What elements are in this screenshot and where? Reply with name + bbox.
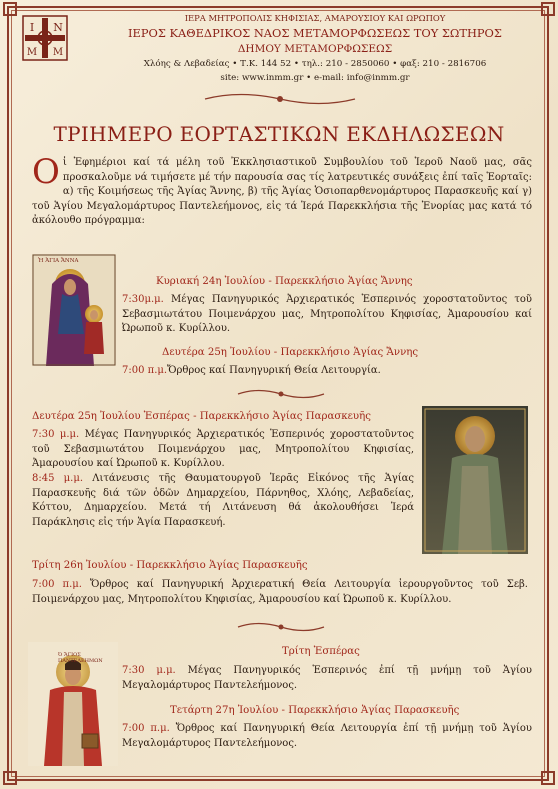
corner-ornament — [3, 2, 17, 16]
event-time: 7:30μ.μ. — [122, 294, 164, 305]
divider-ornament — [236, 620, 326, 634]
saint-paraskevi-icon — [422, 406, 528, 554]
event-text: Ὄρθρος καί Πανηγυρική Θεία Λειτουργία ἐπί τῇ μνήμῃ τοῦ Ἁγίου Μεγαλομάρτυρος Παντελεήμονος. — [122, 723, 532, 749]
event-title: Τρίτη 26η Ἰουλίου - Παρεκκλήσιο Ἁγίας Παρασκευῆς — [32, 560, 308, 571]
church-cross-logo — [21, 14, 69, 62]
event-time: 8:45 μ.μ. — [32, 473, 84, 484]
event-title: Δευτέρα 25η Ἰουλίου Ἑσπέρας - Παρεκκλήσιο Ἁγίας Παρασκευῆς — [32, 411, 371, 422]
event-description — [122, 722, 532, 751]
intro-paragraph — [32, 152, 532, 229]
event-text: Μέγας Πανηγυρικός Ἀρχιερατικός Ἑσπερινός χοροστατοῦντος τοῦ Σεβασμιωτάτου Ποιμενάρχου μας, Μητροπολίτου Κηφισίας, Ἀμαρουσίου καί Ὠρωποῦ κ. Κυρίλλου. — [32, 429, 414, 470]
event-description — [122, 664, 532, 693]
svg-text:Ν: Ν — [53, 21, 63, 34]
event-title: Τετάρτη 27η Ἰουλίου - Παρεκκλήσιο Ἁγίας Παρασκευῆς — [170, 705, 460, 716]
metropolis-name: ΙΕΡΑ ΜΗΤΡΟΠΟΛΙΣ ΚΗΦΙΣΙΑΣ, ΑΜΑΡΟΥΣΙΟΥ ΚΑΙ ΩΡΩΠΟΥ — [184, 13, 446, 23]
svg-text:Ι: Ι — [29, 21, 35, 34]
svg-text:Μ: Μ — [26, 47, 38, 58]
intro-text: ἱ Ἐφημέριοι καί τά μέλη τοῦ Ἐκκλησιαστικοῦ Συμβουλίου τοῦ Ἱεροῦ Ναοῦ μας, σᾶς προσκαλοῦμε νά τιμήσετε μέ τήν παρουσία σας τίς λατρευτικές συνάξεις ἐπί ταῖς Ἑορταῖς: α) τῆς Κοιμήσεως τῆς Ἁγίας Ἄννης, β) τῆς Ἁγίας Ὁσιοπαρθενομάρτυρος Παρασκευῆς καί γ) τοῦ Ἁγίου Μεγαλομάρτυρος Παντελεήμονος, εἰς τά Ἱερά Παρεκκλήσια τῆς Ἐνορίας μας κατά τό ἀκόλουθο πρόγραμμα: — [32, 157, 532, 227]
corner-ornament — [541, 771, 555, 785]
cathedral-name: ΙΕΡΟΣ ΚΑΘΕΔΡΙΚΟΣ ΝΑΟΣ ΜΕΤΑΜΟΡΦΩΣΕΩΣ ΤΟΥ ΣΩΤΗΡΟΣ — [128, 26, 502, 40]
svg-text:Μ: Μ — [52, 47, 64, 58]
address-line: Χλόης & Λεβαδείας • Τ.Κ. 144 52 • τηλ.: 210 - 2850060 • φαξ: 210 - 2816706 — [143, 59, 487, 69]
anna-icon-label: Ἡ ἉΓΙΑ ἌΝΝΑ — [38, 258, 79, 264]
event-time: 7:30 μ.μ. — [32, 429, 80, 440]
municipality-name: ΔΗΜΟΥ ΜΕΤΑΜΟΡΦΩΣΕΩΣ — [237, 43, 393, 55]
page-title: ΤΡΙΗΜΕΡΟ ΕΟΡΤΑΣΤΙΚΩΝ ΕΚΔΗΛΩΣΕΩΝ — [53, 122, 505, 146]
event-title: Δευτέρα 25η Ἰουλίου - Παρεκκλήσιο Ἁγίας Ἄννης — [162, 347, 419, 358]
event-title: Κυριακή 24η Ἰουλίου - Παρεκκλήσιο Ἁγίας Ἄννης — [156, 276, 413, 287]
event-description — [122, 293, 532, 337]
event-time: 7:30 μ.μ. — [122, 665, 176, 676]
event-text: Λιτάνευσις τῆς Θαυματουργοῦ Ἱερᾶς Εἰκόνος τῆς Ἁγίας Παρασκευῆς διά τῶν ὁδῶν Δημαρχείου, Πάρνηθος, Χλόης, Λεβαδείας, Κόττου, Δημαρχείου. Μετά τή Λιτάνευση θά ἀκολουθήσει Ἱερά Παράκλησις εἰς τήν Ἁγία Παρασκευή. — [32, 473, 414, 528]
event-text: Ὄρθρος καί Πανηγυρική Ἀρχιερατική Θεία Λειτουργία ἱερουργοῦντος τοῦ Σεβ. Ποιμενάρχου μας, Μητροπολίτου Κηφισίας, Ἀμαρουσίου καί Ὠρωποῦ κ. Κυρίλλου. — [32, 579, 528, 605]
event-title: Τρίτη Ἑσπέρας — [282, 646, 360, 657]
event-description — [122, 364, 532, 379]
event-time: 7:00 π.μ. — [122, 365, 168, 376]
divider-ornament — [236, 387, 326, 401]
event-time: 7:00 π.μ. — [122, 723, 170, 734]
drop-cap: Ο — [32, 152, 60, 192]
saint-anna-icon — [32, 254, 116, 366]
event-text: Ὄρθρος καί Πανηγυρική Θεία Λειτουργία. — [167, 365, 381, 376]
event-description — [32, 578, 528, 607]
header-ornament — [200, 92, 360, 106]
event-description — [32, 428, 414, 472]
event-text: Μέγας Πανηγυρικός Ἑσπερινός ἐπί τῇ μνήμῃ τοῦ Ἁγίου Μεγαλομάρτυρος Παντελεήμονος. — [122, 665, 532, 691]
corner-ornament — [3, 771, 17, 785]
event-time: 7:00 π.μ. — [32, 579, 82, 590]
event-text: Μέγας Πανηγυρικός Ἀρχιερατικός Ἑσπερινός χοροστατοῦντος τοῦ Σεβασμιωτάτου Ποιμενάρχου μας, Μητροπολίτου Κηφισίας, Ἀμαρουσίου καί Ὠρωποῦ κ. Κυρίλλου. — [122, 294, 532, 335]
event-description — [32, 472, 414, 530]
site-line: site: www.inmm.gr • e-mail: info@inmm.gr — [220, 73, 410, 83]
panteleimon-icon-label: Ὁ ἍΓΙΟΣ ΠΑΝΤΕΛΕΗΜΩΝ — [58, 652, 103, 664]
